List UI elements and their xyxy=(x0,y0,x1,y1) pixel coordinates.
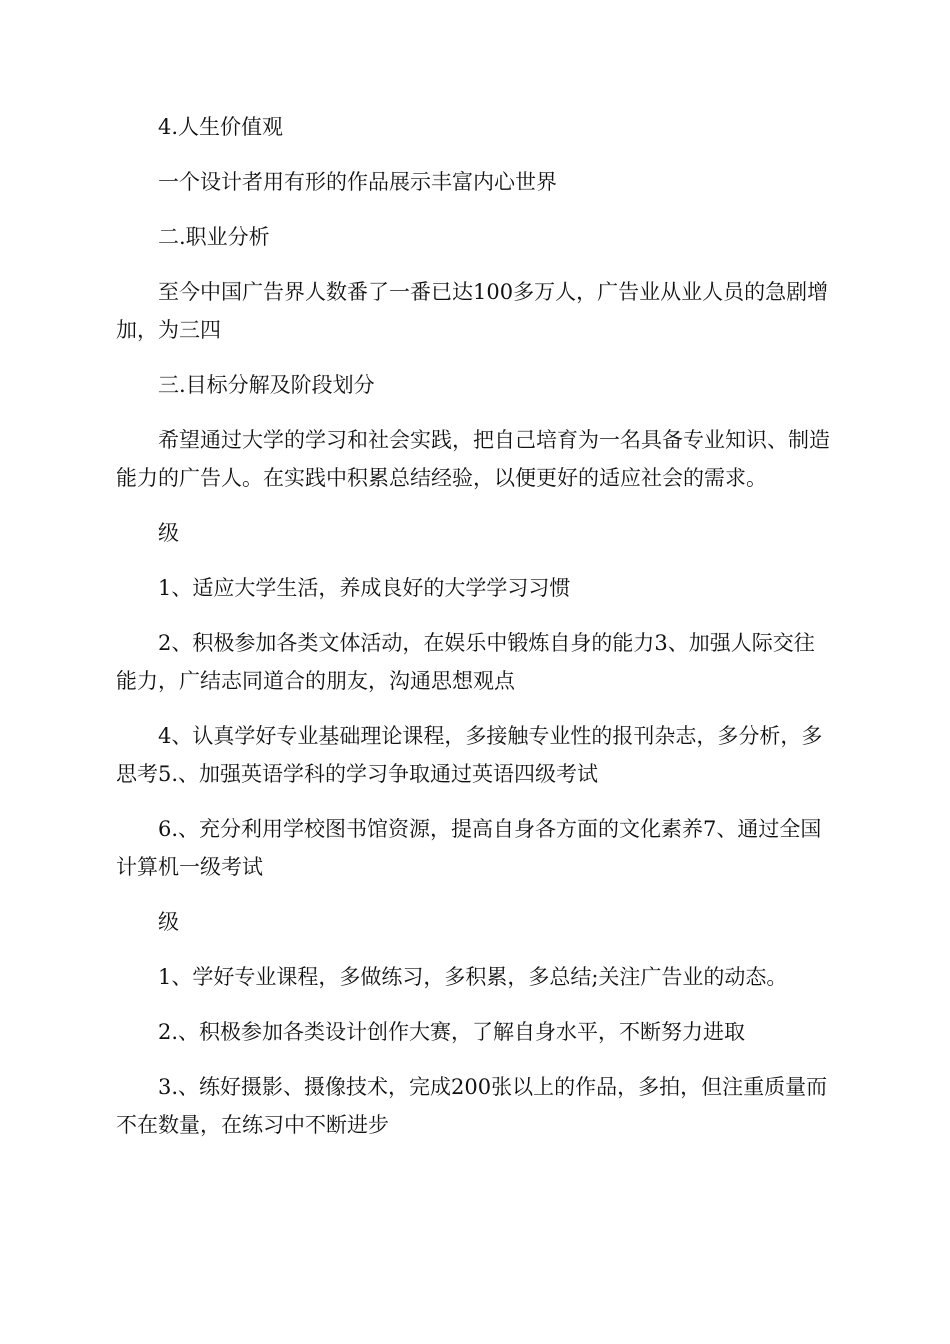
list-item: 2.、积极参加各类设计创作大赛，了解自身水平，不断努力进取 xyxy=(158,1020,746,1044)
list-item: 4、认真学好专业基础理论课程，多接触专业性的报刊杂志，多分析，多思考5.、加强英语学科的学习争取通过英语四级考试 xyxy=(116,724,823,786)
document-page xyxy=(116,108,832,1161)
list-item: 3.、练好摄影、摄像技术，完成200张以上的作品，多拍，但注重质量而不在数量，在练习中不断进步 xyxy=(116,1075,828,1137)
list-item: 2、积极参加各类文体活动，在娱乐中锻炼自身的能力3、加强人际交往能力，广结志同道合的朋友，沟通思想观点 xyxy=(116,631,815,693)
heading-goal-breakdown: 三.目标分解及阶段划分 xyxy=(158,373,375,397)
heading-career-analysis: 二.职业分析 xyxy=(158,225,270,249)
stage-label-1: 级 xyxy=(158,521,179,545)
paragraph-life-values: 一个设计者用有形的作品展示丰富内心世界 xyxy=(158,170,557,194)
list-item: 1、适应大学生活，养成良好的大学学习习惯 xyxy=(158,576,571,600)
list-item: 6.、充分利用学校图书馆资源，提高自身各方面的文化素养7、通过全国计算机一级考试 xyxy=(116,817,822,879)
paragraph-goal-breakdown: 希望通过大学的学习和社会实践，把自己培育为一名具备专业知识、制造能力的广告人。在实践中积累总结经验，以便更好的适应社会的需求。 xyxy=(116,428,830,490)
stage-label-2: 级 xyxy=(158,910,179,934)
list-item: 1、学好专业课程，多做练习，多积累，多总结;关注广告业的动态。 xyxy=(158,965,788,989)
heading-life-values: 4.人生价值观 xyxy=(158,115,284,139)
paragraph-career-analysis: 至今中国广告界人数番了一番已达100多万人，广告业从业人员的急剧增加，为三四 xyxy=(116,280,829,342)
